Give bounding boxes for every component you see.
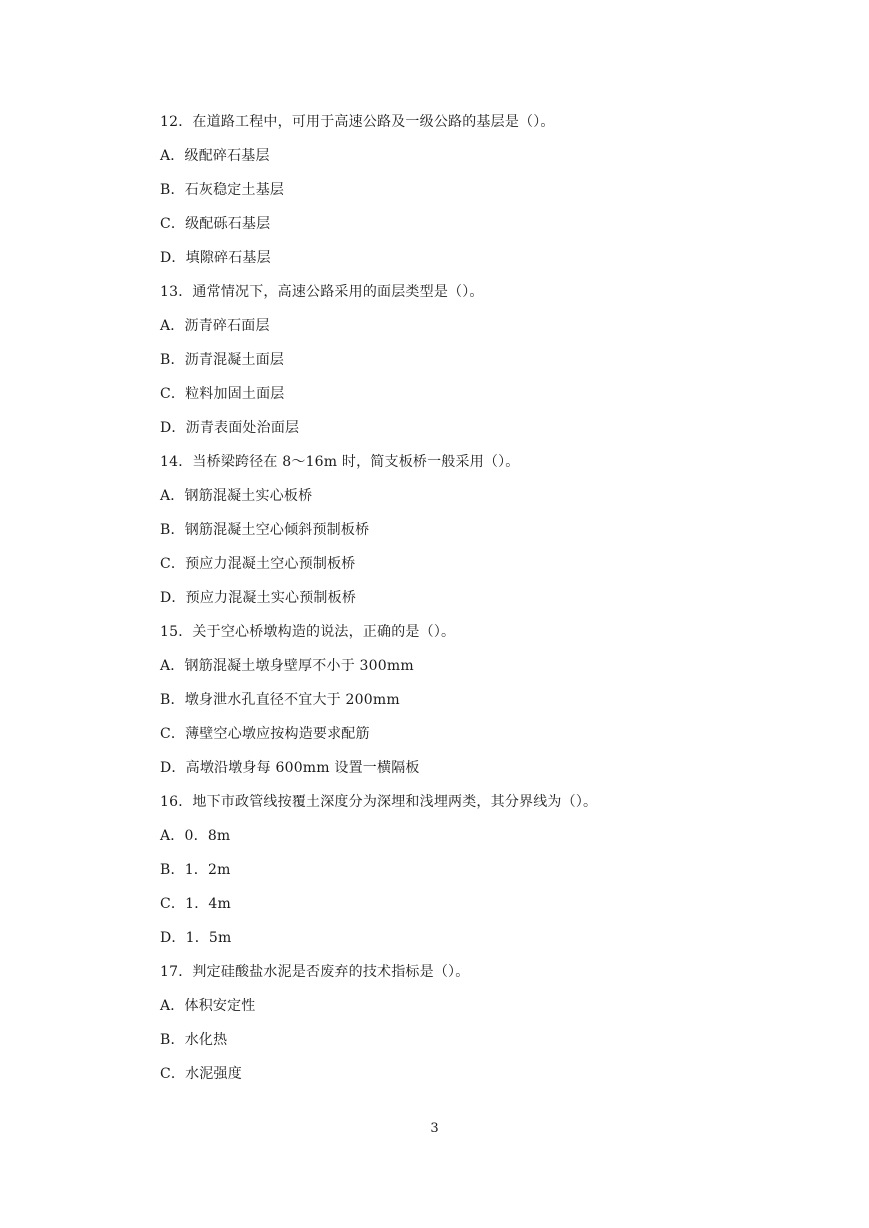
option-d: D．高墩沿墩身每 600mm 设置一横隔板	[160, 760, 420, 776]
option-d: D．预应力混凝土实心预制板桥	[160, 590, 357, 606]
option-c: C．1．4m	[160, 896, 232, 912]
question-16	[160, 790, 720, 960]
option-b: B．墩身泄水孔直径不宜大于 200mm	[160, 692, 400, 708]
option-b: B．钢筋混凝土空心倾斜预制板桥	[160, 522, 370, 538]
question-stem: 13．通常情况下，高速公路采用的面层类型是（）。	[160, 284, 484, 300]
question-stem: 16．地下市政管线按覆土深度分为深埋和浅埋两类，其分界线为（）。	[160, 794, 598, 810]
option-a: A．体积安定性	[160, 998, 256, 1014]
question-12	[160, 110, 720, 280]
option-d: D．填隙碎石基层	[160, 250, 271, 266]
option-a: A．级配碎石基层	[160, 148, 270, 164]
question-list	[160, 110, 720, 1096]
page-number: 3	[430, 1121, 439, 1136]
option-a: A．钢筋混凝土实心板桥	[160, 488, 313, 504]
question-14	[160, 450, 720, 620]
option-b: B．水化热	[160, 1032, 228, 1048]
option-c: C．水泥强度	[160, 1066, 242, 1082]
option-b: B．石灰稳定土基层	[160, 182, 285, 198]
question-13	[160, 280, 720, 450]
option-c: C．预应力混凝土空心预制板桥	[160, 556, 356, 572]
question-stem: 12．在道路工程中，可用于高速公路及一级公路的基层是（）。	[160, 114, 555, 130]
option-c: C．薄壁空心墩应按构造要求配筋	[160, 726, 370, 742]
option-d: D．沥青表面处治面层	[160, 420, 300, 436]
question-17	[160, 960, 720, 1096]
option-c: C．粒料加固土面层	[160, 386, 285, 402]
question-stem: 17．判定硅酸盐水泥是否废弃的技术指标是（）。	[160, 964, 470, 980]
option-d: D．1．5m	[160, 930, 232, 946]
question-stem: 14．当桥梁跨径在 8～16m 时，简支板桥一般采用（）。	[160, 454, 520, 470]
option-a: A．钢筋混凝土墩身壁厚不小于 300mm	[160, 658, 414, 674]
option-a: A．0．8m	[160, 828, 231, 844]
question-15	[160, 620, 720, 790]
option-a: A．沥青碎石面层	[160, 318, 270, 334]
option-c: C．级配砾石基层	[160, 216, 271, 232]
option-b: B．1．2m	[160, 862, 231, 878]
question-stem: 15．关于空心桥墩构造的说法，正确的是（）。	[160, 624, 456, 640]
option-b: B．沥青混凝土面层	[160, 352, 285, 368]
